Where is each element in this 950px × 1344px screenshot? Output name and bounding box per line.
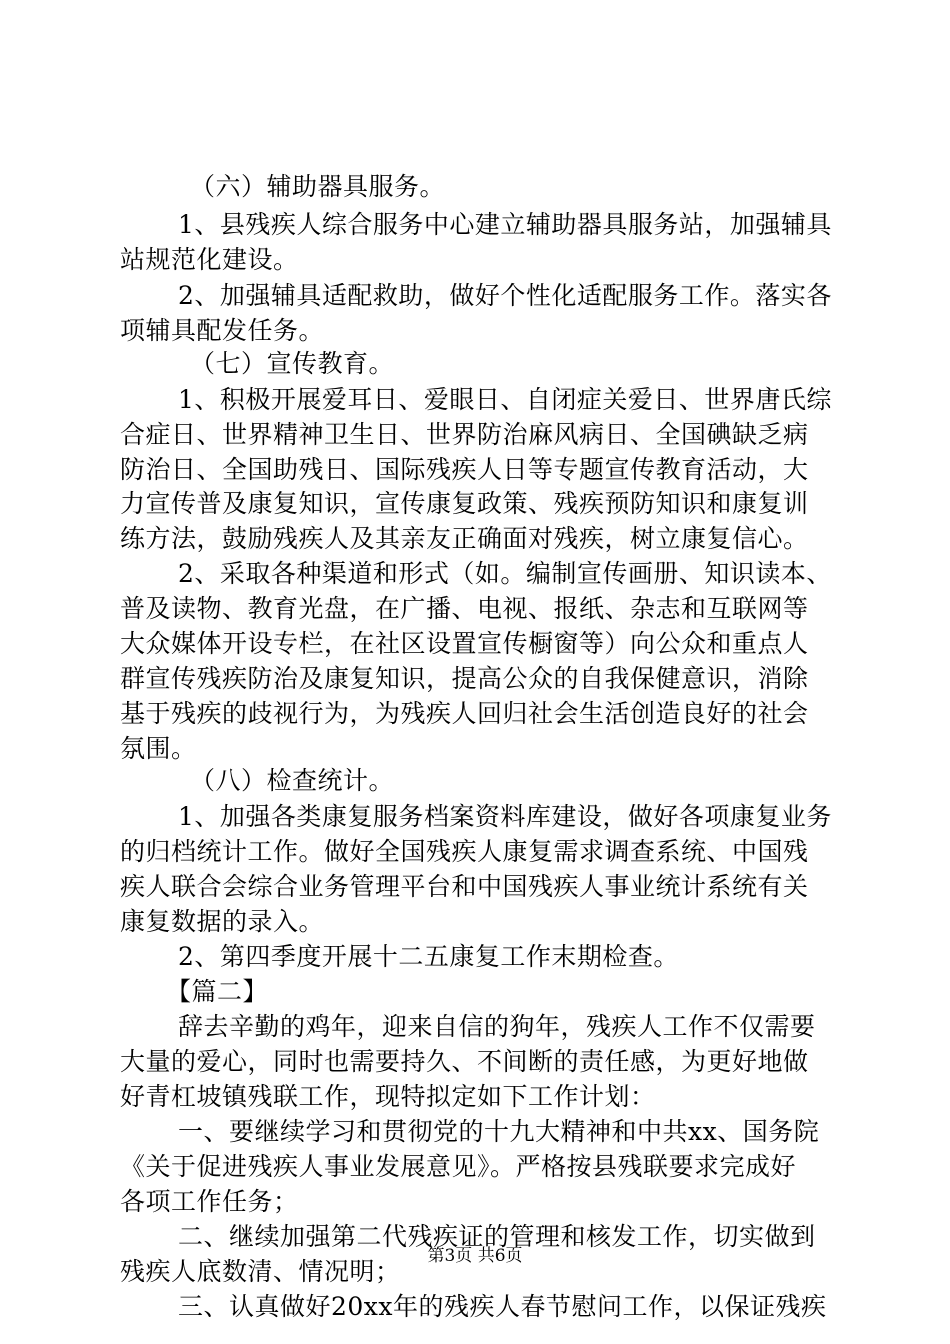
paragraph-line: 群宣传残疾防治及康复知识，提高公众的自我保健意识，消除	[120, 664, 809, 693]
section-heading: 【篇二】	[166, 977, 269, 1006]
paragraph-line: 1、县残疾人综合服务中心建立辅助器具服务站，加强辅具	[178, 210, 832, 239]
paragraph-line: 2、加强辅具适配救助，做好个性化适配服务工作。落实各	[178, 281, 832, 310]
paragraph-line: 2、第四季度开展十二五康复工作末期检查。	[178, 942, 679, 971]
page-number-footer: 第3页 共6页	[427, 1246, 523, 1266]
paragraph-line: 一、要继续学习和贯彻党的十九大精神和中共xx、国务院	[178, 1117, 820, 1146]
paragraph-line: 二、继续加强第二代残疾证的管理和核发工作，切实做到	[178, 1222, 816, 1251]
paragraph-line: 合症日、世界精神卫生日、世界防治麻风病日、全国碘缺乏病	[120, 420, 809, 449]
paragraph-line: 残疾人底数清、情况明；	[120, 1257, 401, 1286]
section-heading: （六）辅助器具服务。	[190, 172, 446, 201]
paragraph-line: 站规范化建设。	[120, 245, 299, 274]
paragraph-line: 普及读物、教育光盘，在广播、电视、报纸、杂志和互联网等	[120, 594, 809, 623]
paragraph-line: 1、积极开展爱耳日、爱眼日、自闭症关爱日、世界唐氏综	[178, 385, 832, 414]
paragraph-line: 基于残疾的歧视行为，为残疾人回归社会生活创造良好的社会	[120, 699, 809, 728]
paragraph-line: 《关于促进残疾人事业发展意见》。严格按县残联要求完成好	[120, 1152, 797, 1181]
paragraph-line: 康复数据的录入。	[120, 907, 325, 936]
paragraph-line: 大众媒体开设专栏，在社区设置宣传橱窗等）向公众和重点人	[120, 629, 809, 658]
paragraph-line: 辞去辛勤的鸡年，迎来自信的狗年，残疾人工作不仅需要	[178, 1012, 816, 1041]
paragraph-line: 的归档统计工作。做好全国残疾人康复需求调查系统、中国残	[120, 837, 809, 866]
paragraph-line: 项辅具配发任务。	[120, 316, 325, 345]
paragraph-line: 疾人联合会综合业务管理平台和中国残疾人事业统计系统有关	[120, 872, 809, 901]
paragraph-line: 1、加强各类康复服务档案资料库建设，做好各项康复业务	[178, 802, 832, 831]
paragraph-line: 三、认真做好20xx年的残疾人春节慰问工作，以保证残疾	[178, 1292, 827, 1321]
paragraph-line: 练方法，鼓励残疾人及其亲友正确面对残疾，树立康复信心。	[120, 524, 809, 553]
paragraph-line: 各项工作任务；	[120, 1187, 299, 1216]
paragraph-line: 好青杠坡镇残联工作，现特拟定如下工作计划：	[120, 1082, 656, 1111]
paragraph-line: 力宣传普及康复知识，宣传康复政策、残疾预防知识和康复训	[120, 489, 809, 518]
paragraph-line: 2、采取各种渠道和形式（如。编制宣传画册、知识读本、	[178, 559, 832, 588]
section-heading: （八）检查统计。	[190, 766, 395, 795]
section-heading: （七）宣传教育。	[190, 349, 395, 378]
paragraph-line: 防治日、全国助残日、国际残疾人日等专题宣传教育活动，大	[120, 455, 809, 484]
paragraph-line: 氛围。	[120, 734, 197, 763]
paragraph-line: 大量的爱心，同时也需要持久、不间断的责任感，为更好地做	[120, 1047, 809, 1076]
